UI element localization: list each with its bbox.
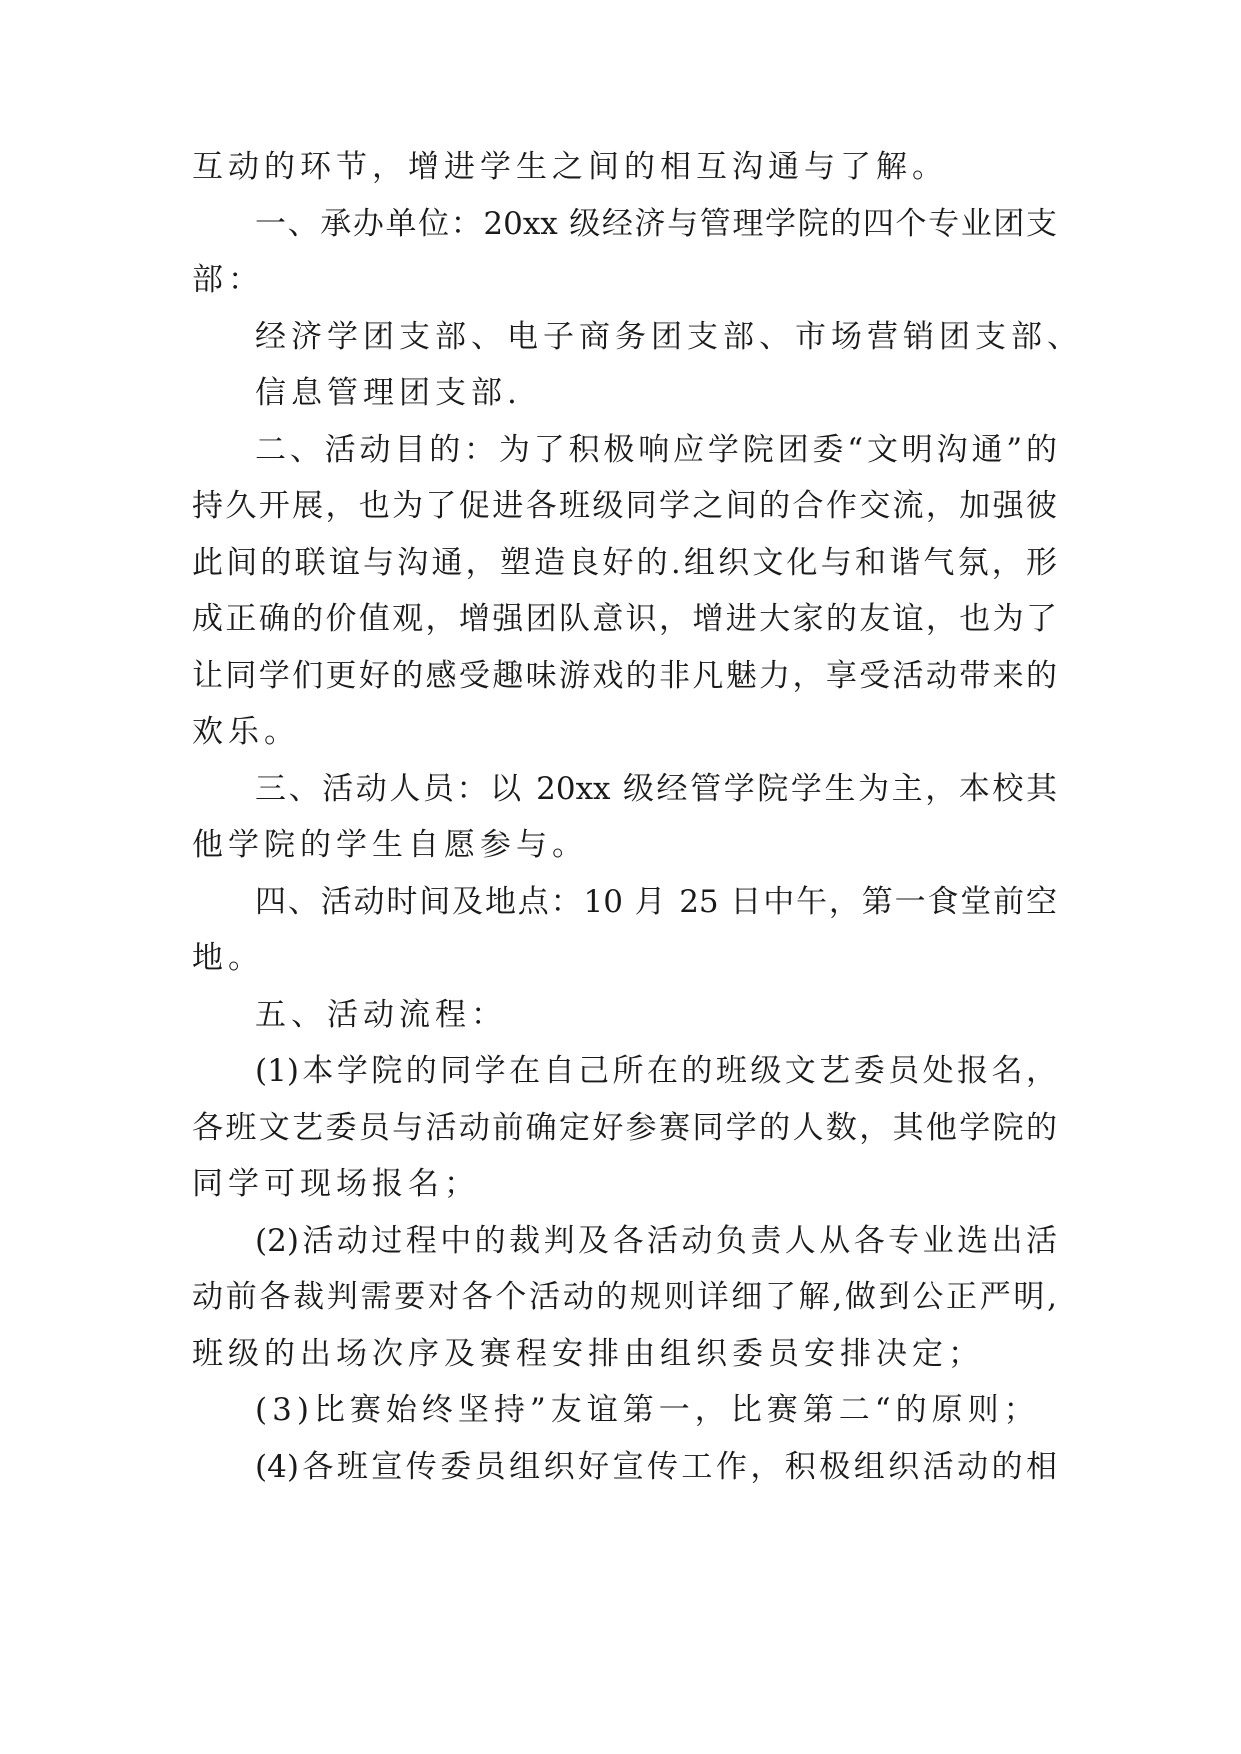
text-line: 各班文艺委员与活动前确定好参赛同学的人数，其他学院的 [192, 1110, 1057, 1146]
text-line: 让同学们更好的感受趣味游戏的非凡魅力，享受活动带来的 [192, 658, 1057, 694]
text-line: 五、活动流程： [255, 997, 507, 1033]
text-line: 欢乐。 [192, 714, 300, 750]
text-line: 动前各裁判需要对各个活动的规则详细了解,做到公正严明, [192, 1279, 1057, 1315]
text-line: (4)各班宣传委员组织好宣传工作，积极组织活动的相 [255, 1449, 1057, 1485]
text-line: 此间的联谊与沟通，塑造良好的.组织文化与和谐气氛，形 [192, 545, 1057, 581]
text-line: (2)活动过程中的裁判及各活动负责人从各专业选出活 [255, 1223, 1057, 1259]
text-line: 他学院的学生自愿参与。 [192, 827, 588, 863]
text-line: (3)比赛始终坚持”友谊第一，比赛第二“的原则； [255, 1392, 1040, 1428]
text-line: 地。 [192, 940, 264, 976]
text-line: 信息管理团支部. [255, 375, 522, 411]
text-line: 部： [192, 262, 264, 298]
text-line: 二、活动目的：为了积极响应学院团委“文明沟通”的 [255, 432, 1057, 468]
text-line: 三、活动人员：以 20xx 级经管学院学生为主，本校其 [255, 771, 1057, 807]
text-line: 经济学团支部、电子商务团支部、市场营销团支部、 [255, 319, 1083, 355]
text-line: 持久开展，也为了促进各班级同学之间的合作交流，加强彼 [192, 488, 1057, 524]
text-line: 互动的环节，增进学生之间的相互沟通与了解。 [192, 149, 948, 185]
text-line: 四、活动时间及地点：10 月 25 日中午，第一食堂前空 [255, 884, 1057, 920]
text-line: 成正确的价值观，增强团队意识，增进大家的友谊，也为了 [192, 601, 1057, 637]
text-line: 同学可现场报名； [192, 1166, 480, 1202]
text-line: 班级的出场次序及赛程安排由组织委员安排决定； [192, 1336, 984, 1372]
text-line: 一、承办单位：20xx 级经济与管理学院的四个专业团支 [255, 206, 1057, 242]
text-line: (1)本学院的同学在自己所在的班级文艺委员处报名， [255, 1053, 1057, 1089]
